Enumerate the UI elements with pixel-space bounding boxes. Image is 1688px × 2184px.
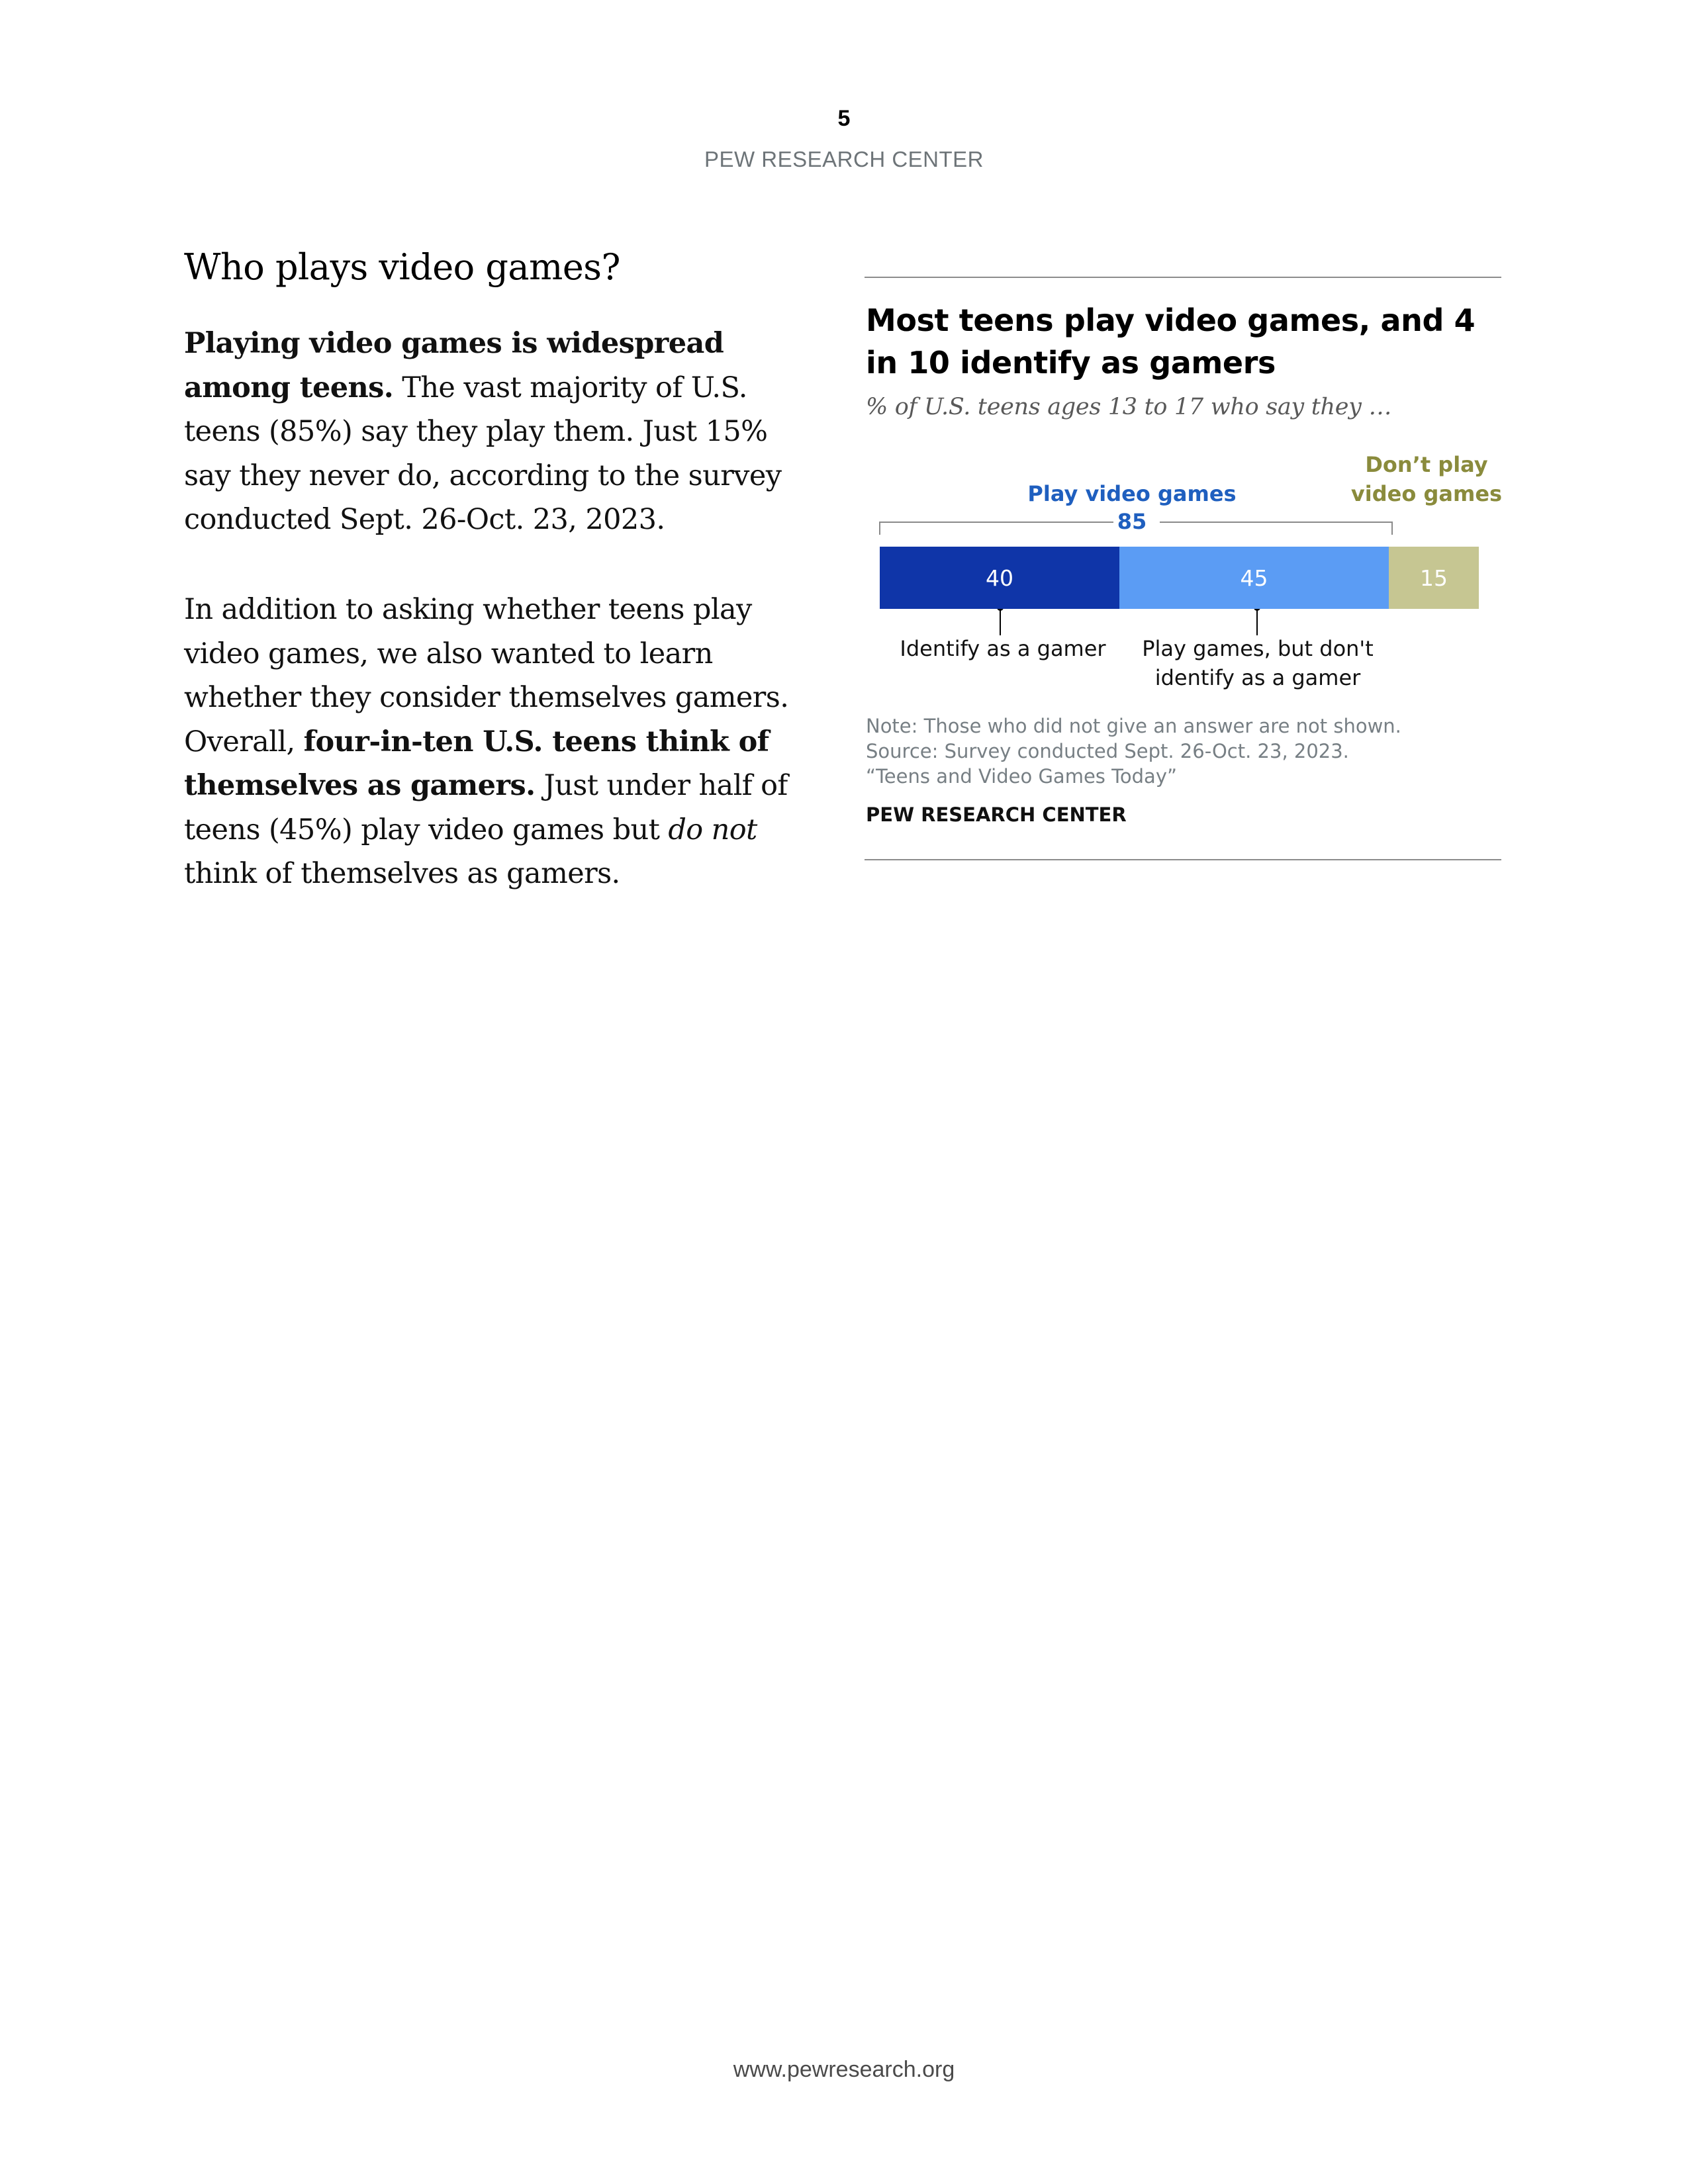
bar-segment-identify-gamer (880, 547, 1119, 609)
value-label-gamer: 40 (986, 565, 1013, 591)
chart-note: Note: Those who did not give an answer are not shown. (866, 715, 1401, 737)
paragraph-2-bold: four-in-ten U.S. teens think of themselves as gamers. (184, 725, 769, 802)
chart-subtitle: % of U.S. teens ages 13 to 17 who say they … (866, 394, 1392, 420)
dont-play-label: Don’t play video games (1350, 452, 1503, 506)
chart-notes (866, 713, 1501, 789)
paragraph-1-lead: Playing video games is widespread among teens. (184, 327, 724, 404)
footer-url[interactable]: www.pewresearch.org (733, 2057, 955, 2082)
paragraph-2-text-1: In addition to asking whether teens play video games, we also wanted to learn whether they consider themselves gamers. Overall, (184, 593, 789, 758)
chart-source: Source: Survey conducted Sept. 26-Oct. 23, 2023. (866, 740, 1349, 762)
value-label-notgamer: 45 (1240, 565, 1268, 591)
bar-segment-dont-play (1389, 547, 1479, 609)
chart-annotations (0, 0, 1688, 728)
paragraph-2-text-3: think of themselves as gamers. (184, 857, 620, 890)
paragraph-2-italic: do not (668, 813, 757, 846)
page-number: 5 (837, 106, 851, 131)
header-org-name: PEW RESEARCH CENTER (704, 147, 984, 171)
paragraph-1-text: The vast majority of U.S. teens (85%) say they play them. Just 15% say they never do, according to the survey conducted Sept. 26-Oct. 23, 2023. (184, 371, 782, 536)
value-label-dont: 15 (1420, 565, 1448, 591)
play-group-bracket-right (1160, 522, 1392, 535)
play-video-games-label: Play video games (1027, 481, 1237, 506)
section-title: Who plays video games? (184, 246, 620, 288)
paragraph-2-text-2: Just under half of teens (45%) play video games but (184, 769, 788, 846)
label-identify-gamer: Identify as a gamer (900, 636, 1106, 661)
chart-title: Most teens play video games, and 4 in 10 identify as gamers (866, 302, 1476, 381)
label-play-not-gamer: Play games, but don't identify as a gamer (1142, 636, 1374, 690)
play-video-games-total: 85 (1117, 509, 1147, 534)
play-group-bracket (880, 522, 1113, 535)
chart-bottom-rule (865, 859, 1501, 860)
chart-report-title: “Teens and Video Games Today” (866, 765, 1178, 788)
bar-segment-play-not-gamer (1119, 547, 1389, 609)
chart-credit: PEW RESEARCH CENTER (866, 803, 1127, 826)
